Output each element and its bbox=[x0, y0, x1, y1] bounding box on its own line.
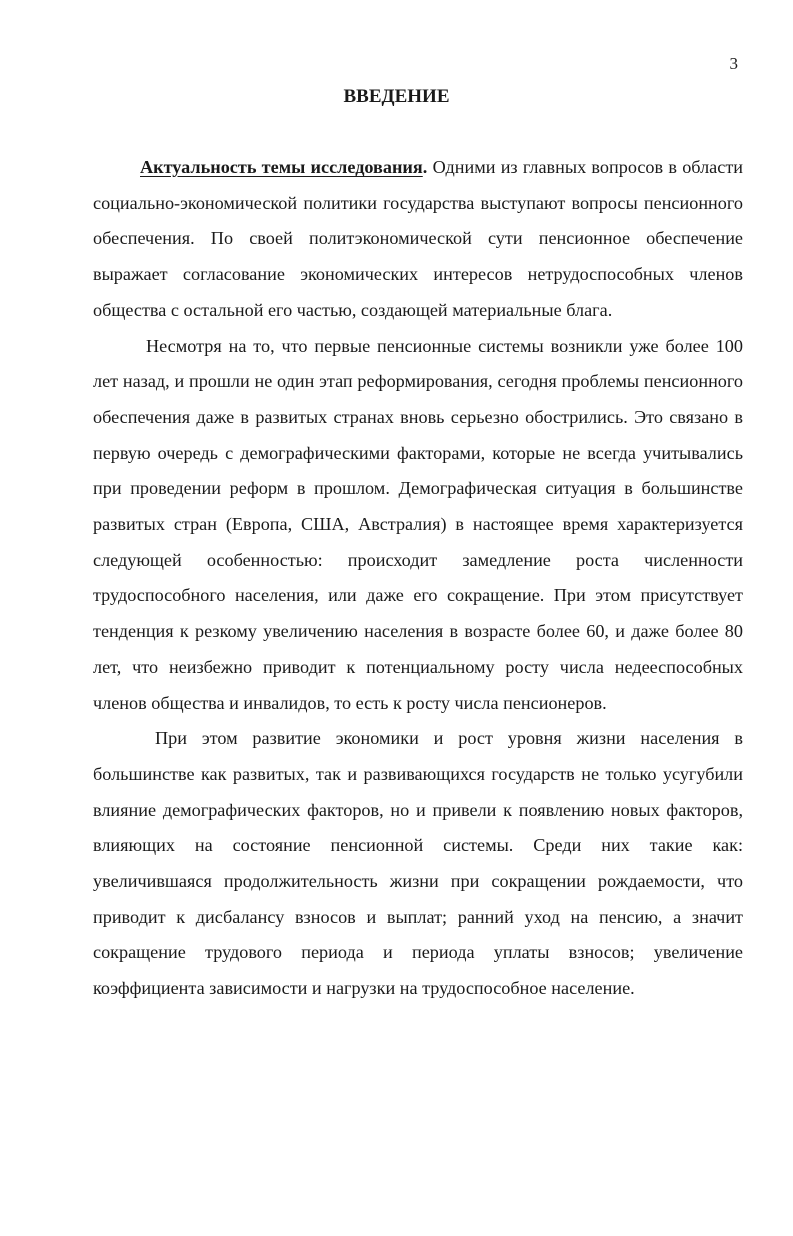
section-heading: ВВЕДЕНИЕ bbox=[343, 86, 450, 107]
paragraph-lead-punct: . bbox=[422, 157, 428, 177]
paragraph-lead-title: Актуальность темы исследования bbox=[140, 157, 423, 177]
page-number: 3 bbox=[729, 54, 738, 73]
paragraph-text: Несмотря на то, что первые пенсионные системы возникли уже более 100 лет назад, и прошли не один этап реформирования, сегодня проблемы пенсионного обеспечения даже в развитых странах вновь серьезно обострились. Это связано в первую очередь с демографическими факторами, которые не всегда учитывались при проведении реформ в прошлом. Демографическая ситуация в большинстве развитых стран (Европа, США, Австралия) в настоящее время характеризуется следующей особенностью: происходит замедление роста численности трудоспособного населения, или даже его сокращение. При этом присутствует тенденция к резкому увеличению населения в возрасте более 60, и даже более 80 лет, что неизбежно приводит к потенциальному росту числа недееспособных членов общества и инвалидов, то есть к росту числа пенсионеров. bbox=[93, 335, 743, 713]
paragraph-demographics bbox=[93, 329, 743, 722]
paragraph-new-factors bbox=[93, 721, 743, 1007]
paragraph-relevance bbox=[93, 150, 743, 329]
body-text bbox=[93, 150, 743, 1007]
paragraph-text: Одними из главных вопросов в области социально-экономической политики государства выступают вопросы пенсионного обеспечения. По своей политэкономической сути пенсионное обеспечение выражает согласование экономических интересов нетрудоспособных членов общества с остальной его частью, создающей материальные блага. bbox=[93, 157, 744, 320]
paragraph-text: При этом развитие экономики и рост уровня жизни населения в большинстве как развитых, так и развивающихся государств не только усугубили влияние демографических факторов, но и привели к появлению новых факторов, влияющих на состояние пенсионной системы. Среди них такие как: увеличившаяся продолжительность жизни при сокращении рождаемости, что приводит к дисбалансу взносов и выплат; ранний уход на пенсию, а значит сокращение трудового периода и периода уплаты взносов; увеличение коэффициента зависимости и нагрузки на трудоспособное население. bbox=[93, 728, 743, 999]
